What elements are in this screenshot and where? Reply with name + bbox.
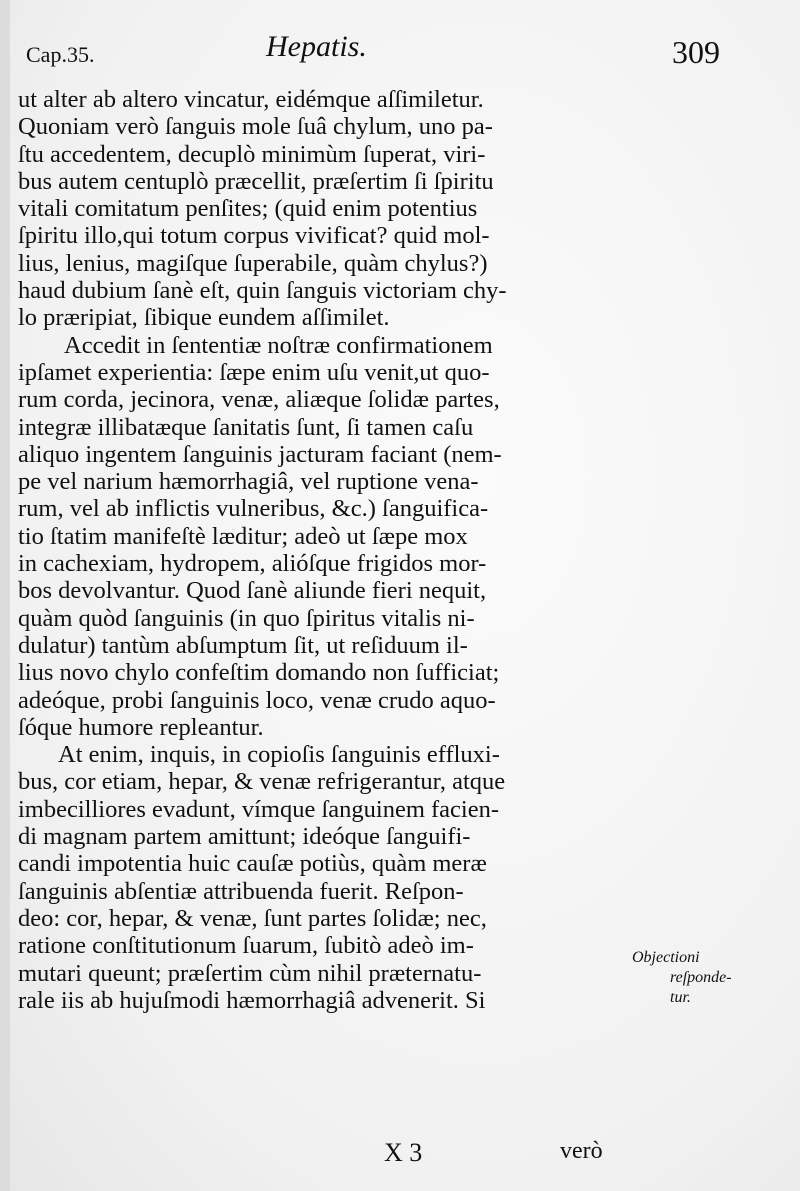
margin-note bbox=[632, 948, 792, 1008]
text-line: ratione conſtitutionum ſuarum, ſubitò adeò im- bbox=[18, 932, 474, 960]
text-line: ſanguinis abſentiæ attribuenda fuerit. Reſpon- bbox=[18, 877, 464, 905]
margin-note-line: reſponde- bbox=[670, 969, 732, 986]
page-edge-shadow bbox=[0, 0, 10, 1191]
text-line: Accedit in ſententiæ noſtræ confirmationem bbox=[64, 331, 493, 359]
text-line: dulatur) tantùm abſumptum ſit, ut reſiduum il- bbox=[18, 631, 468, 659]
chapter-label: Cap.35. bbox=[26, 42, 95, 67]
margin-note-line: Objectioni bbox=[632, 949, 700, 966]
signature-mark: X 3 bbox=[384, 1138, 423, 1167]
text-line: integræ illibatæque ſanitatis ſunt, ſi tamen caſu bbox=[18, 413, 474, 441]
text-line: rale iis ab hujuſmodi hæmorrhagiâ advenerit. Si bbox=[18, 986, 486, 1014]
text-line: haud dubium ſanè eſt, quin ſanguis victoriam chy- bbox=[18, 277, 507, 305]
running-title: Hepatis. bbox=[266, 30, 367, 63]
margin-note-line: tur. bbox=[670, 989, 691, 1006]
text-line: candi impotentia huic cauſæ potiùs, quàm meræ bbox=[18, 850, 487, 878]
text-line: ſpiritu illo,qui totum corpus vivificat? quid mol- bbox=[18, 222, 490, 250]
text-line: ſóque humore repleantur. bbox=[18, 713, 264, 741]
text-line: lo præripiat, ſibique eundem aſſimilet. bbox=[18, 304, 390, 332]
text-line: ut alter ab altero vincatur, eidémque aſſimiletur. bbox=[18, 86, 484, 113]
text-line: ſtu accedentem, decuplò minimùm ſuperat, viri- bbox=[18, 140, 486, 168]
text-line: mutari queunt; præſertim cùm nihil præternatu- bbox=[18, 959, 482, 987]
text-line: ipſamet experientia: ſæpe enim uſu venit,ut quo- bbox=[18, 358, 490, 386]
text-line: di magnam partem amittunt; ideóque ſanguifi- bbox=[18, 823, 471, 851]
text-line: in cachexiam, hydropem, alióſque frigidos mor- bbox=[18, 550, 487, 578]
text-line: bos devolvantur. Quod ſanè aliunde fieri nequit, bbox=[18, 577, 487, 605]
text-line: imbecilliores evadunt, vímque ſanguinem facien- bbox=[18, 795, 499, 823]
body-text bbox=[18, 86, 626, 1014]
text-line: lius, lenius, magiſque ſuperabile, quàm chylus?) bbox=[18, 249, 488, 277]
page-footer bbox=[0, 1138, 800, 1178]
text-line: lius novo chylo confeſtim domando non ſufficiat; bbox=[18, 659, 500, 687]
catchword: verò bbox=[560, 1138, 603, 1164]
text-line: aliquo ingentem ſanguinis jacturam faciant (nem- bbox=[18, 440, 502, 468]
page-header bbox=[0, 28, 800, 78]
text-line: rum corda, jecinora, venæ, aliæque ſolidæ partes, bbox=[18, 386, 500, 414]
text-line: rum, vel ab inflictis vulneribus, &c.) ſanguifica- bbox=[18, 495, 489, 523]
page-number: 309 bbox=[672, 34, 720, 70]
text-line: vitali comitatum penſites; (quid enim potentius bbox=[18, 195, 478, 223]
text-line: bus, cor etiam, hepar, & venæ refrigerantur, atque bbox=[18, 768, 506, 796]
text-line: quàm quòd ſanguinis (in quo ſpiritus vitalis ni- bbox=[18, 604, 475, 632]
text-line: deo: cor, hepar, & venæ, ſunt partes ſolidæ; nec, bbox=[18, 904, 487, 932]
text-line: At enim, inquis, in copioſis ſanguinis effluxi- bbox=[58, 741, 500, 769]
text-line: tio ſtatim manifeſtè læditur; adeò ut ſæpe mox bbox=[18, 522, 468, 550]
text-line: pe vel narium hæmorrhagiâ, vel ruptione vena- bbox=[18, 468, 479, 496]
text-line: bus autem centuplò præcellit, præſertim ſi ſpiritu bbox=[18, 167, 494, 195]
text-line: Quoniam verò ſanguis mole ſuâ chylum, uno pa- bbox=[18, 113, 493, 141]
text-line: adeóque, probi ſanguinis loco, venæ crudo aquo- bbox=[18, 686, 496, 714]
